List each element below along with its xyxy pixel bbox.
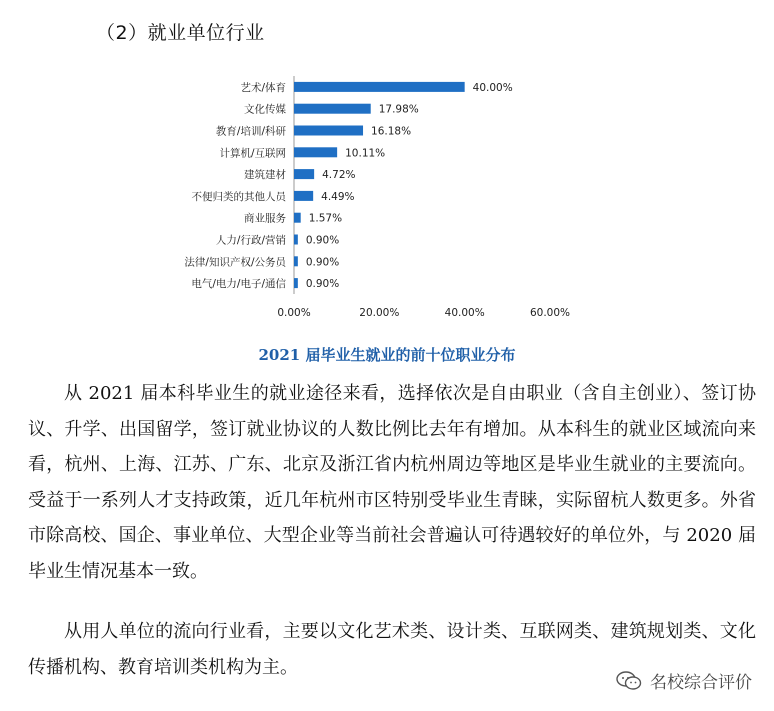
x-tick-label: 60.00% <box>529 307 571 319</box>
bar <box>294 191 313 201</box>
bar <box>294 235 298 245</box>
watermark <box>616 668 752 693</box>
category-label: 商业服务 <box>244 212 286 225</box>
category-label: 法律/知识产权/公务员 <box>184 256 286 269</box>
data-label: 16.18% <box>371 125 412 138</box>
category-label: 艺术/体育 <box>240 81 286 94</box>
chart-title: 2021 届毕业生就业的前十位职业分布 <box>258 346 516 364</box>
bar <box>294 126 363 136</box>
data-label: 4.72% <box>322 169 356 182</box>
category-label: 电气/电力/电子/通信 <box>191 278 286 291</box>
bar-chart <box>0 70 774 330</box>
data-label: 0.90% <box>305 256 340 269</box>
data-label: 0.90% <box>305 234 340 247</box>
data-label: 0.90% <box>305 278 340 291</box>
data-label: 17.98% <box>378 103 419 116</box>
bar <box>294 213 301 223</box>
bar <box>294 104 371 114</box>
category-label: 建筑建材 <box>244 169 286 182</box>
category-label: 人力/行政/营销 <box>215 234 286 247</box>
data-label: 4.49% <box>321 190 355 203</box>
data-label: 1.57% <box>308 212 343 225</box>
bar <box>294 256 298 266</box>
category-label: 教育/培训/科研 <box>215 125 286 138</box>
wechat-icon <box>616 671 642 691</box>
bar <box>294 169 314 179</box>
category-label: 计算机/互联网 <box>219 147 286 160</box>
bar <box>294 278 298 288</box>
x-tick-label: 20.00% <box>359 307 400 319</box>
x-tick-label: 40.00% <box>444 307 485 319</box>
bar <box>294 147 337 157</box>
section-heading: （2）就业单位行业 <box>96 22 265 44</box>
x-tick-label: 0.00% <box>277 307 311 319</box>
category-label: 文化传媒 <box>244 103 286 116</box>
paragraph-industry: 从用人单位的流向行业看，主要以文化艺术类、设计类、互联网类、建筑规划类、文化传播机构、教育培训类机构为主。 <box>28 621 756 678</box>
category-label: 不便归类的其他人员 <box>191 190 286 203</box>
data-label: 40.00% <box>472 81 513 94</box>
data-label: 10.11% <box>345 147 386 160</box>
watermark-text: 名校综合评价 <box>650 673 752 693</box>
paragraph-employment-path: 从 2021 届本科毕业生的就业途径来看，选择依次是自由职业（含自主创业）、签订协议、升学、出国留学，签订就业协议的人数比例比去年有增加。从本科生的就业区域流向来看，杭州、上海、江苏、广东、北京及浙江省内杭州周边等地区是毕业生就业的主要流向。受益于一系列人才支持政策，近几年杭州市区特别受毕业生青睐，实际留杭人数更多。外省市除高校、国企、事业单位、大型企业等当前社会普遍认可待遇较好的单位外，与 2020 届毕业生情况基本一致。 <box>28 383 756 582</box>
bar <box>294 82 465 92</box>
